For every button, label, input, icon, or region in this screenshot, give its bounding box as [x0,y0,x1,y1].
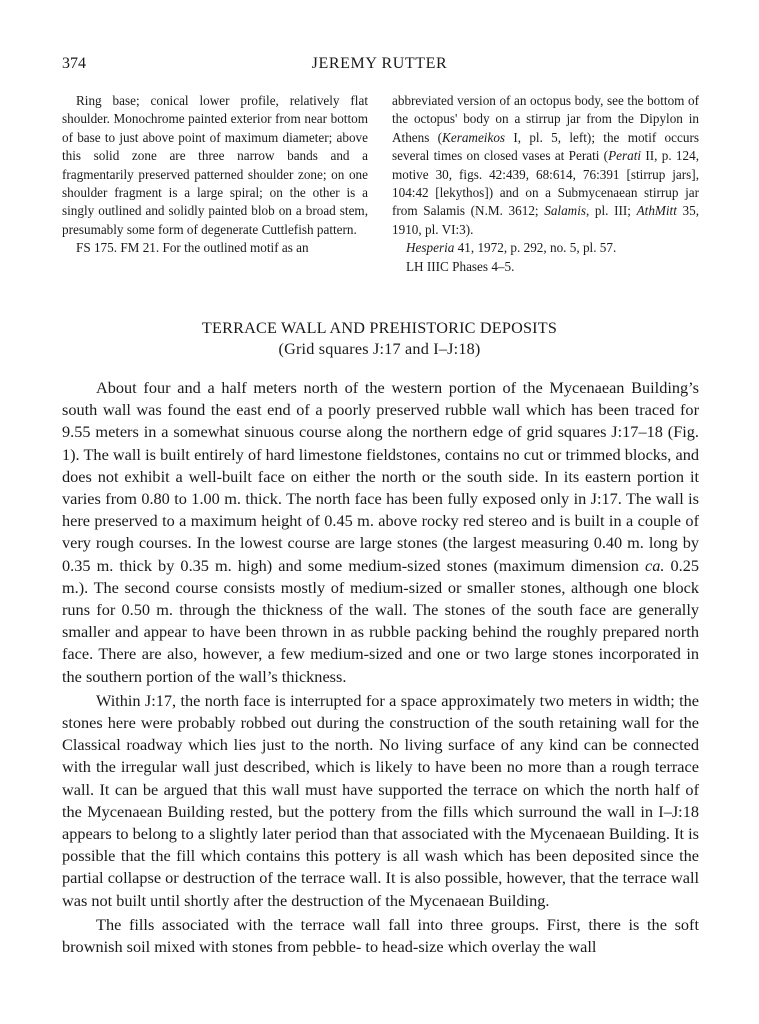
catalog-date: LH IIIC Phases 4–5. [406,258,515,274]
catalog-left-column [62,92,368,258]
body-paragraph-3: The fills associated with the terrace wall fall into three groups. First, there is the soft brownish soil mixed with stones from pebble- to head-size which overlay the wall [62,914,699,957]
page-number: 374 [62,55,86,72]
running-head: JEREMY RUTTER [311,55,448,72]
body-paragraph-2: Within J:17, the north face is interrupted for a space approximately two meters in width; the stones here were probably robbed out during the construction of the south retaining wall for the Classical roadway which lies just to the north. No living surface of any kind can be connected with the irregular wall just described, which is likely to have been no more than a rough terrace wall. It can be argued that this wall must have supported the terrace on which the north half of the Mycenaean Building rested, but the pottery from the fills which surround the wall in I–J:18 appears to belong to a slightly later period than that associated with the Mycenaean Building. It is possible that the fill which contains this pottery is all wash which has been deposited since the partial collapse or destruction of the terrace wall. It is also possible, however, that the terrace wall was not built until shortly after the destruction of the Mycenaean Building. [62,690,699,910]
body-text [62,377,699,958]
section-heading [0,318,759,360]
section-subtitle: (Grid squares J:17 and I–J:18) [278,340,481,358]
catalog-right-column [392,92,699,276]
catalog-comparanda: abbreviated version of an octopus body, see the bottom of the octopus' body on a stirrup jar from the Dipylon in Athens (Kerameikos I, pl. 5, left); the motif occurs several times on closed vases at Perati (Perati II, p. 124, motive 30, figs. 42:439, 68:614, 76:391 [stirrup jars], 104:42 [lekythos]) and on a Submycenaean stirrup jar from Salamis (N.M. 3612; Salamis, pl. III; AthMitt 35, 1910, pl. VI:3). [392,93,700,237]
section-title: TERRACE WALL AND PREHISTORIC DEPOSITS [201,319,558,337]
catalog-description: Ring base; conical lower profile, relatively flat shoulder. Monochrome painted exterior from near bottom of base to just above point of maximum diameter; above this solid zone are three narrow bands and a fragmentarily preserved patterned shoulder zone; on one shoulder fragment is a large spiral; on the other is a singly outlined and solidly painted blob on a broad stem, presumably some form of degenerate Cuttlefish pattern. [62,93,368,237]
catalog-references: FS 175. FM 21. For the outlined motif as an [76,240,309,256]
body-paragraph-1: About four and a half meters north of the western portion of the Mycenaean Building’s south wall was found the east end of a poorly preserved rubble wall which has been traced for 9.55 meters in a somewhat sinuous course along the northern edge of grid squares J:17–18 (Fig. 1). The wall is built entirely of hard limestone fieldstones, contains no cut or trimmed blocks, and does not exhibit a well-built face on either the north or the south side. In its eastern portion it varies from 0.80 to 1.00 m. thick. The north face has been fully exposed only in J:17. The wall is here preserved to a maximum height of 0.45 m. above rocky red stereo and is built in a couple of very rough courses. In the lowest course are large stones (the largest measuring 0.40 m. long by 0.35 m. thick by 0.35 m. high) and some medium-sized stones (maximum dimension ca. 0.25 m.). The second course consists mostly of medium-sized or smaller stones, although one block runs for 0.50 m. through the thickness of the wall. The stones of the south face are generally smaller and appear to have been thrown in as rubble packing behind the roughly prepared north face. There are also, however, a few medium-sized and one or two large stones incorporated in the southern portion of the wall’s thickness. [62,378,699,686]
catalog-bibliography: Hesperia 41, 1972, p. 292, no. 5, pl. 57. [406,240,617,256]
